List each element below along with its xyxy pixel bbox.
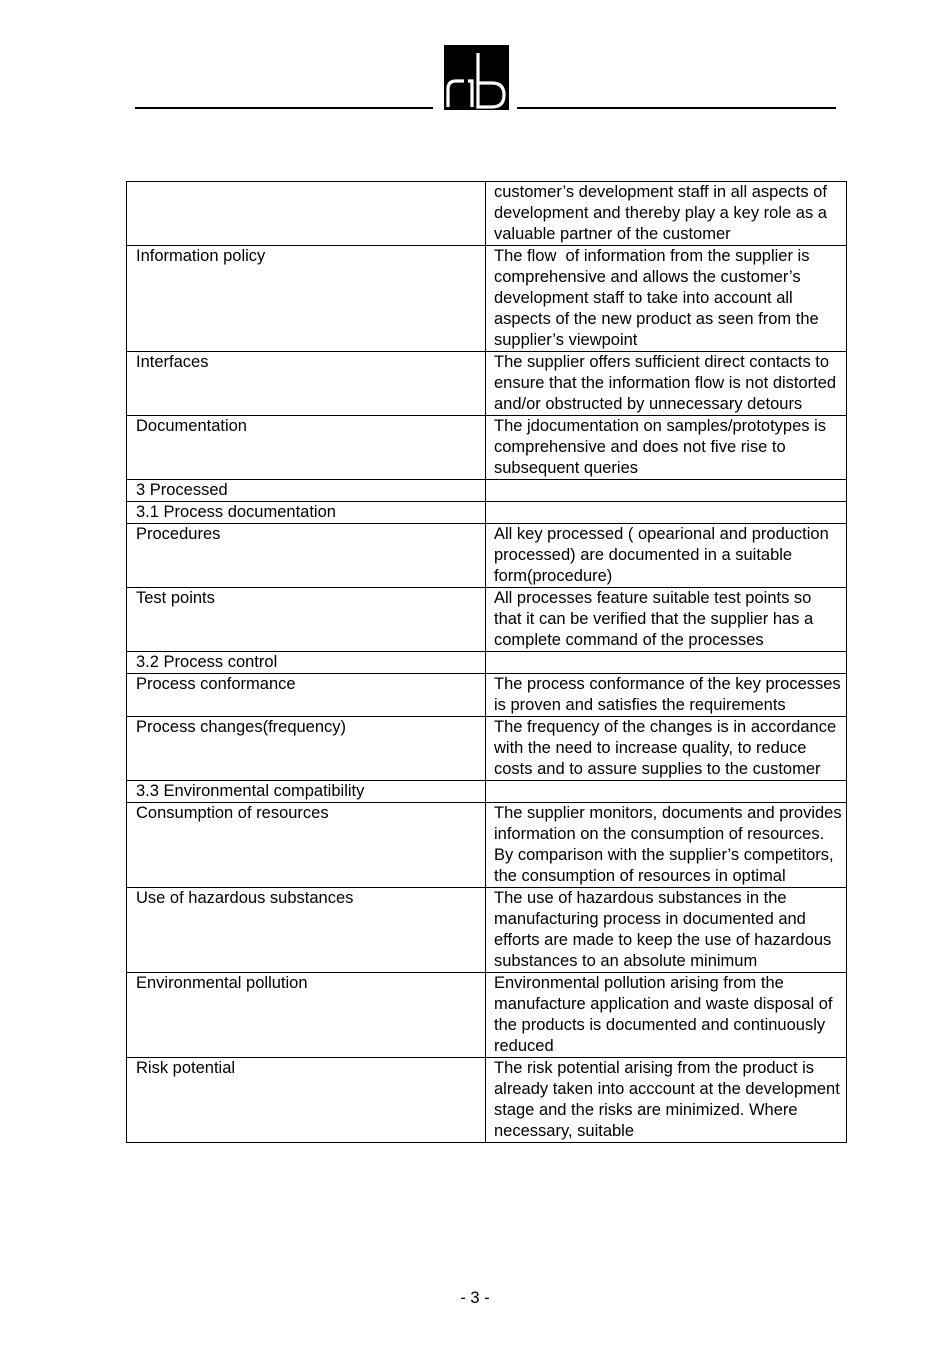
criterion-description: The supplier monitors, documents and provides information on the consumption of resources. By comparison with the supplier’s competitors, the consumption of resources in optimal (486, 803, 847, 888)
criterion-label: 3.1 Process documentation (127, 502, 486, 524)
criterion-label: Environmental pollution (127, 973, 486, 1058)
rb-logo-mark (444, 45, 509, 110)
table-row (127, 246, 847, 352)
criterion-description: The process conformance of the key processes is proven and satisfies the requirements (486, 674, 847, 717)
criterion-description: The use of hazardous substances in the manufacturing process in documented and efforts are made to keep the use of hazardous substances to an absolute minimum (486, 888, 847, 973)
criterion-label: 3 Processed (127, 480, 486, 502)
table-row (127, 973, 847, 1058)
criteria-table-body (127, 182, 847, 1143)
page-number: - 3 - (460, 1289, 490, 1307)
criterion-description: The supplier offers sufficient direct contacts to ensure that the information flow is not distorted and/or obstructed by unnecessary detours (486, 352, 847, 416)
criterion-label: Interfaces (127, 352, 486, 416)
table-row (127, 416, 847, 480)
criterion-description: The risk potential arising from the product is already taken into acccount at the development stage and the risks are minimized. Where necessary, suitable (486, 1058, 847, 1143)
table-row (127, 480, 847, 502)
criteria-table (126, 181, 847, 1143)
criterion-label: Documentation (127, 416, 486, 480)
criterion-label: Process changes(frequency) (127, 717, 486, 781)
table-row (127, 888, 847, 973)
table-row (127, 652, 847, 674)
criterion-label: Test points (127, 588, 486, 652)
criterion-description (486, 502, 847, 524)
criterion-description: Environmental pollution arising from the manufacture application and waste disposal of the products is documented and continuously reduced (486, 973, 847, 1058)
criterion-label: 3.2 Process control (127, 652, 486, 674)
table-row (127, 182, 847, 246)
criterion-label: Procedures (127, 524, 486, 588)
criterion-label: Process conformance (127, 674, 486, 717)
criterion-label (127, 182, 486, 246)
table-row (127, 781, 847, 803)
table-row (127, 1058, 847, 1143)
table-row (127, 803, 847, 888)
table-row (127, 717, 847, 781)
criterion-description: All processes feature suitable test points so that it can be verified that the supplier has a complete command of the processes (486, 588, 847, 652)
table-row (127, 502, 847, 524)
criterion-label: Consumption of resources (127, 803, 486, 888)
criterion-description (486, 652, 847, 674)
table-row (127, 674, 847, 717)
criterion-label: Use of hazardous substances (127, 888, 486, 973)
company-logo (444, 45, 509, 110)
criterion-description: customer’s development staff in all aspects of development and thereby play a key role as a valuable partner of the customer (486, 182, 847, 246)
criterion-description: The flow of information from the supplier is comprehensive and allows the customer’s development staff to take into account all aspects of the new product as seen from the supplier’s viewpoint (486, 246, 847, 352)
criterion-label: Risk potential (127, 1058, 486, 1143)
criterion-description: The frequency of the changes is in accordance with the need to increase quality, to reduce costs and to assure supplies to the customer (486, 717, 847, 781)
table-row (127, 352, 847, 416)
criterion-description: All key processed ( opearional and production processed) are documented in a suitable form(procedure) (486, 524, 847, 588)
page-header (0, 0, 950, 120)
criterion-label: 3.3 Environmental compatibility (127, 781, 486, 803)
table-row (127, 588, 847, 652)
criterion-label: Information policy (127, 246, 486, 352)
criterion-description (486, 480, 847, 502)
criterion-description (486, 781, 847, 803)
criterion-description: The jdocumentation on samples/prototypes is comprehensive and does not five rise to subsequent queries (486, 416, 847, 480)
header-rule-right (517, 107, 836, 109)
header-rule-left (135, 107, 433, 109)
table-row (127, 524, 847, 588)
